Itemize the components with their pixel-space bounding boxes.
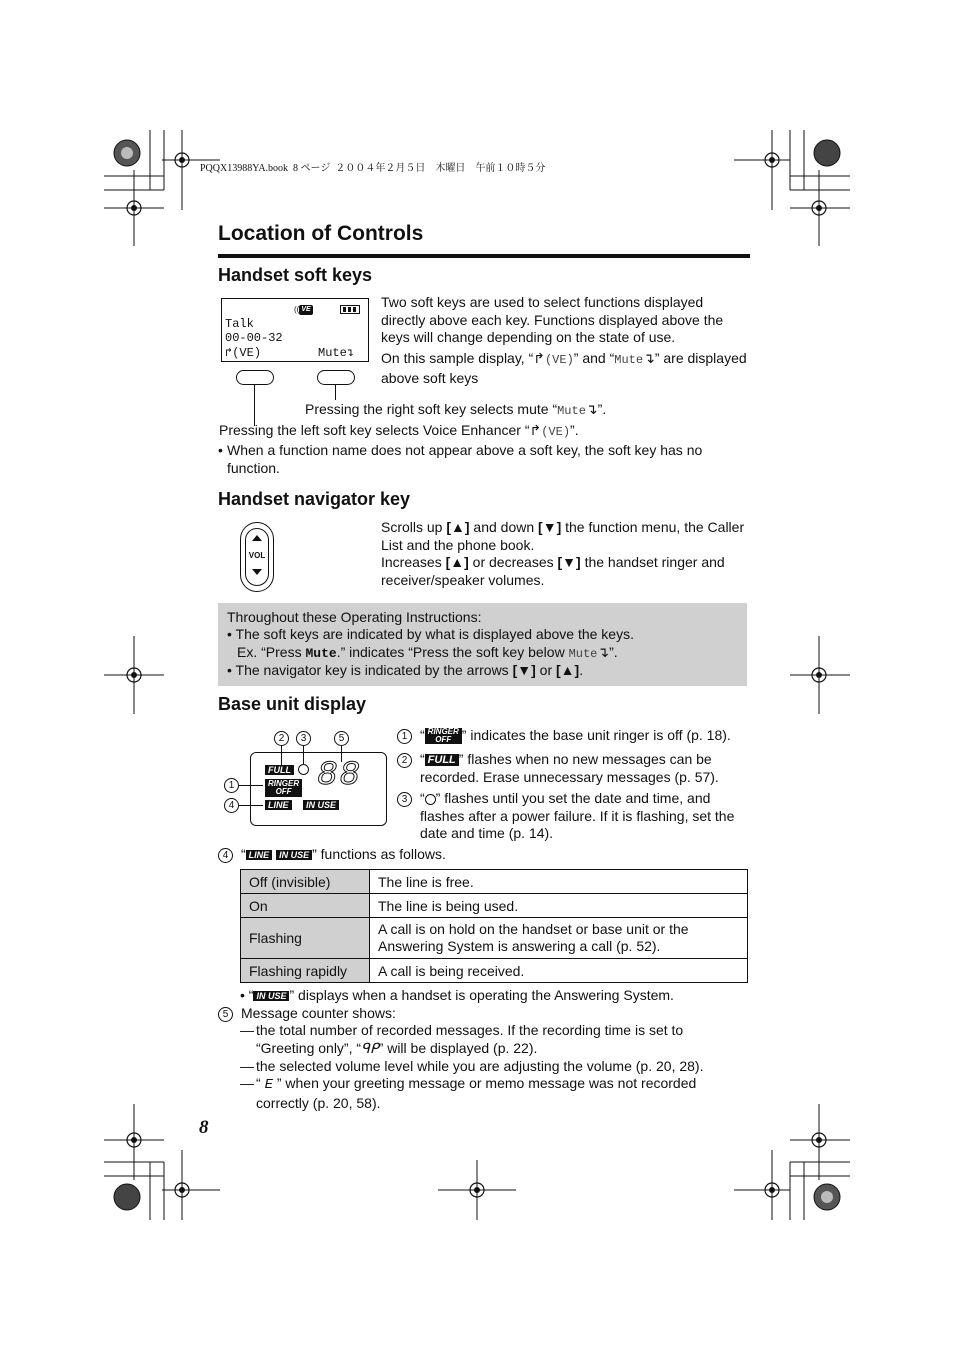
base-item-2: 2 “ FULL ” flashes when no new messages can be recorded. Erase unnecessary messages (p. 57). xyxy=(397,751,749,786)
softkeys-bullet: • When a function name does not appear above a soft key, the soft key has no function. xyxy=(218,442,703,476)
table-row: On The line is being used. xyxy=(241,894,748,918)
signal-icon: (( VE xyxy=(294,305,311,315)
title-rule xyxy=(218,254,750,258)
print-metadata: PQQX13988YA.book 8 ページ ２００４年２月５日 木曜日 午前１０時５分 xyxy=(200,163,546,174)
battery-icon xyxy=(340,305,360,314)
base-item-1: 1 “ RINGER OFF ” indicates the base unit ringer is off (p. 18). xyxy=(397,727,749,745)
inuse-badge: IN USE xyxy=(303,800,339,810)
counter-item-3: — “ E ” when your greeting message or memo message was not recorded correctly (p. 20, 58). xyxy=(240,1075,697,1111)
line-badge: LINE xyxy=(265,800,292,810)
inuse-note: • “ IN USE ” displays when a handset is operating the Answering System. xyxy=(240,987,674,1003)
right-key-caption: Pressing the right soft key selects mute “Mute↴”. xyxy=(305,401,607,418)
callout-2: 2 xyxy=(274,731,289,746)
page-number: 8 xyxy=(199,1117,209,1138)
navigator-desc2: Increases [▲] or decreases [▼] the handset ringer and receiver/speaker volumes. xyxy=(381,554,725,588)
nav-up-icon xyxy=(252,535,262,541)
left-key-caption: Pressing the left soft key selects Voice Enhancer “↱(VE)”. xyxy=(219,422,579,439)
full-badge: FULL xyxy=(265,765,294,775)
callout-4: 4 xyxy=(224,798,239,813)
note-example: Ex. “Press Mute.” indicates “Press the soft key below Mute↴”. xyxy=(237,644,618,661)
note-bullet-2: • The navigator key is indicated by the arrows [▼] or [▲]. xyxy=(227,662,584,678)
navigator-key[interactable] xyxy=(240,522,274,592)
table-row: Off (invisible) The line is free. xyxy=(241,870,748,894)
softkeys-desc1: Two soft keys are used to select functions displayed directly above each key. Functions displayed above the keys will change depending on the state of use. xyxy=(381,294,724,345)
note-bullet-1: • The soft keys are indicated by what is displayed above the keys. xyxy=(227,626,634,642)
note-box xyxy=(218,603,747,686)
note-title: Throughout these Operating Instructions: xyxy=(227,609,482,625)
nav-down-icon xyxy=(252,569,262,575)
lcd-line2: 00-00-32 xyxy=(225,331,283,345)
clock-icon xyxy=(298,764,309,775)
base-item-5: 5 Message counter shows: xyxy=(218,1005,396,1023)
callout-1: 1 xyxy=(224,778,239,793)
message-counter-digits: 88 xyxy=(317,757,362,795)
navigator-desc1: Scrolls up [▲] and down [▼] the function menu, the Caller List and the phone book. xyxy=(381,519,745,553)
line-indicator-table xyxy=(240,869,748,983)
display-frame xyxy=(250,752,387,826)
counter-item-1: — the total number of recorded messages. If the recording time is set to “Greeting only”, “ᑫᑭ” will be displayed (p. 22). xyxy=(240,1022,684,1058)
table-row: Flashing A call is on hold on the handset or base unit or the Answering System is answering a call (p. 52). xyxy=(241,918,748,959)
page-title: Location of Controls xyxy=(218,222,424,245)
vol-label: VOL xyxy=(248,551,266,560)
lcd-right-function: Mute↴ xyxy=(318,346,355,360)
lcd-line1: Talk xyxy=(225,317,254,331)
handset-lcd xyxy=(221,298,369,362)
lcd-left-function: ↱(VE) xyxy=(225,346,262,360)
table-row: Flashing rapidly A call is being received. xyxy=(241,959,748,983)
left-soft-key[interactable] xyxy=(236,370,274,385)
right-key-leader xyxy=(335,384,336,400)
callout-5: 5 xyxy=(334,731,349,746)
ve-badge: VE xyxy=(301,306,311,313)
softkeys-desc2: On this sample display, “↱(VE)” and “Mute↴” are displayed above soft keys xyxy=(381,350,747,386)
navigator-heading: Handset navigator key xyxy=(218,489,411,509)
counter-item-2: — the selected volume level while you are adjusting the volume (p. 20, 28). xyxy=(240,1058,704,1074)
base-item-4: 4 “ LINE IN USE ” functions as follows. xyxy=(218,846,446,864)
ringer-off-badge: RINGER OFF xyxy=(265,779,302,797)
base-heading: Base unit display xyxy=(218,694,367,714)
callout-3: 3 xyxy=(296,731,311,746)
left-key-leader xyxy=(254,384,255,426)
right-soft-key[interactable] xyxy=(317,370,355,385)
base-item-3: 3 “ ” flashes until you set the date and time, and flashes after a power failure. If it is flashing, set the date and time (p. 14). xyxy=(397,790,747,843)
base-display-diagram xyxy=(222,728,388,828)
softkeys-heading: Handset soft keys xyxy=(218,265,373,285)
